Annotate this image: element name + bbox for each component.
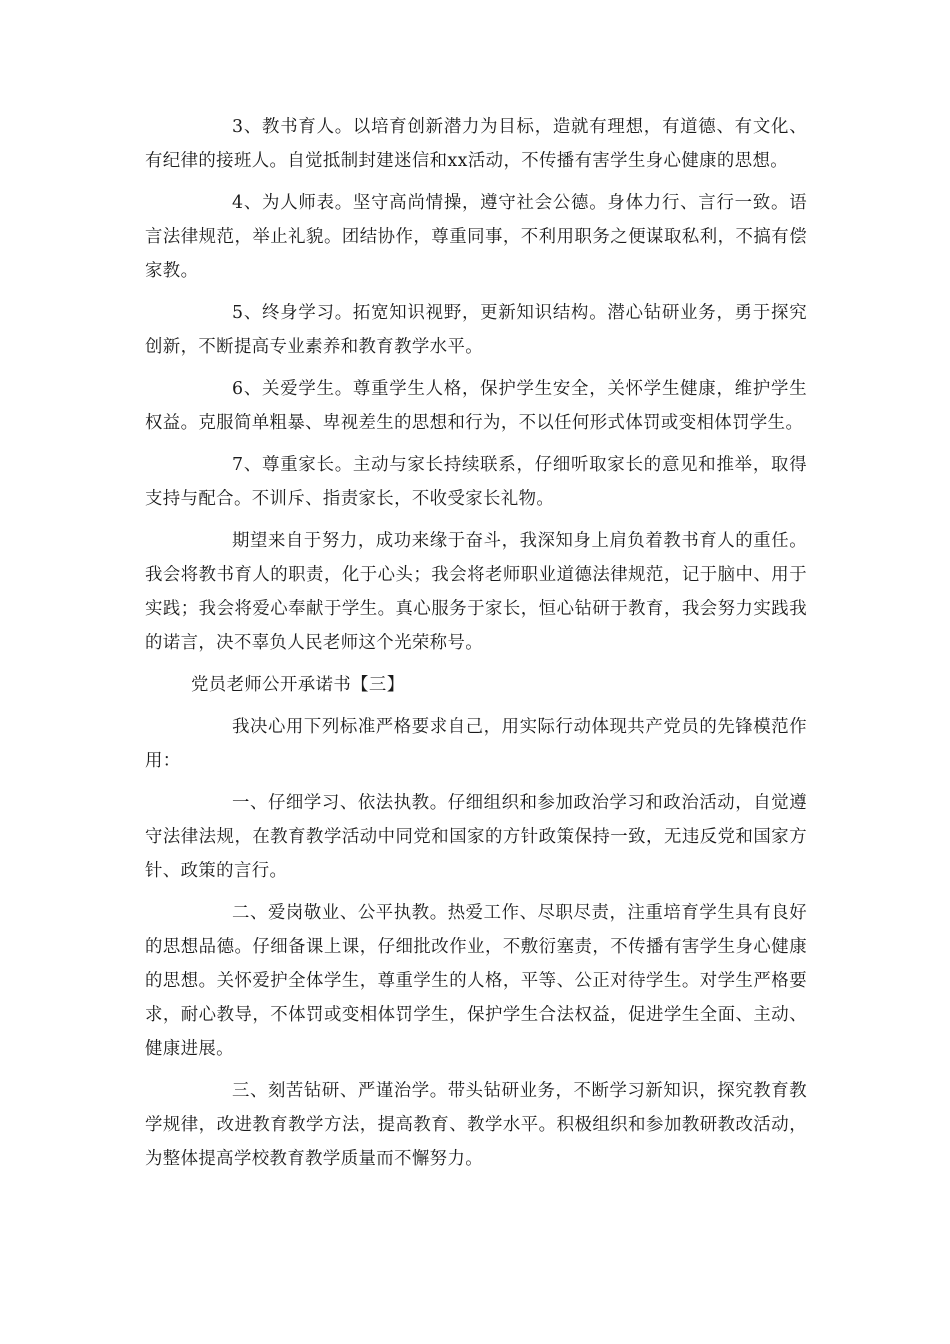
paragraph-item-6: 6、关爱学生。尊重学生人格，保护学生安全，关怀学生健康，维护学生权益。克服简单粗暴、卑视差生的思想和行为，不以任何形式体罚或变相体罚学生。 (145, 379, 807, 433)
paragraph-intro: 我决心用下列标准严格要求自己，用实际行动体现共产党员的先锋模范作用： (145, 717, 807, 771)
paragraph-item-5: 5、终身学习。拓宽知识视野，更新知识结构。潜心钻研业务，勇于探究创新，不断提高专业素养和教育教学水平。 (145, 303, 807, 357)
paragraph-point-3: 三、刻苦钻研、严谨治学。带头钻研业务，不断学习新知识，探究教育教学规律，改进教育教学方法，提高教育、教学水平。积极组织和参加教研教改活动，为整体提高学校教育教学质量而不懈努力。 (145, 1081, 807, 1169)
paragraph-item-4: 4、为人师表。坚守高尚情操，遵守社会公德。身体力行、言行一致。语言法律规范，举止礼貌。团结协作，尊重同事，不利用职务之便谋取私利，不搞有偿家教。 (145, 193, 807, 281)
paragraph-item-7: 7、尊重家长。主动与家长持续联系，仔细听取家长的意见和推举，取得支持与配合。不训斥、指责家长，不收受家长礼物。 (145, 455, 807, 509)
paragraph-item-3: 3、教书育人。以培育创新潜力为目标，造就有理想，有道德、有文化、有纪律的接班人。自觉抵制封建迷信和xx活动，不传播有害学生身心健康的思想。 (145, 117, 807, 171)
paragraph-point-2: 二、爱岗敬业、公平执教。热爱工作、尽职尽责，注重培育学生具有良好的思想品德。仔细备课上课，仔细批改作业，不敷衍塞责，不传播有害学生身心健康的思想。关怀爱护全体学生，尊重学生的人格，平等、公正对待学生。对学生严格要求，耐心教导，不体罚或变相体罚学生，保护学生合法权益，促进学生全面、主动、健康进展。 (145, 903, 807, 1059)
paragraph-closing: 期望来自于努力，成功来缘于奋斗，我深知身上肩负着教书育人的重任。我会将教书育人的职责，化于心头；我会将老师职业道德法律规范，记于脑中、用于实践；我会将爱心奉献于学生。真心服务于家长，恒心钻研于教育，我会努力实践我的诺言，决不辜负人民老师这个光荣称号。 (145, 531, 807, 653)
section-heading: 党员老师公开承诺书【三】 (191, 675, 405, 695)
document-body (145, 110, 807, 1184)
paragraph-point-1: 一、仔细学习、依法执教。仔细组织和参加政治学习和政治活动，自觉遵守法律法规，在教育教学活动中同党和国家的方针政策保持一致，无违反党和国家方针、政策的言行。 (145, 793, 807, 881)
